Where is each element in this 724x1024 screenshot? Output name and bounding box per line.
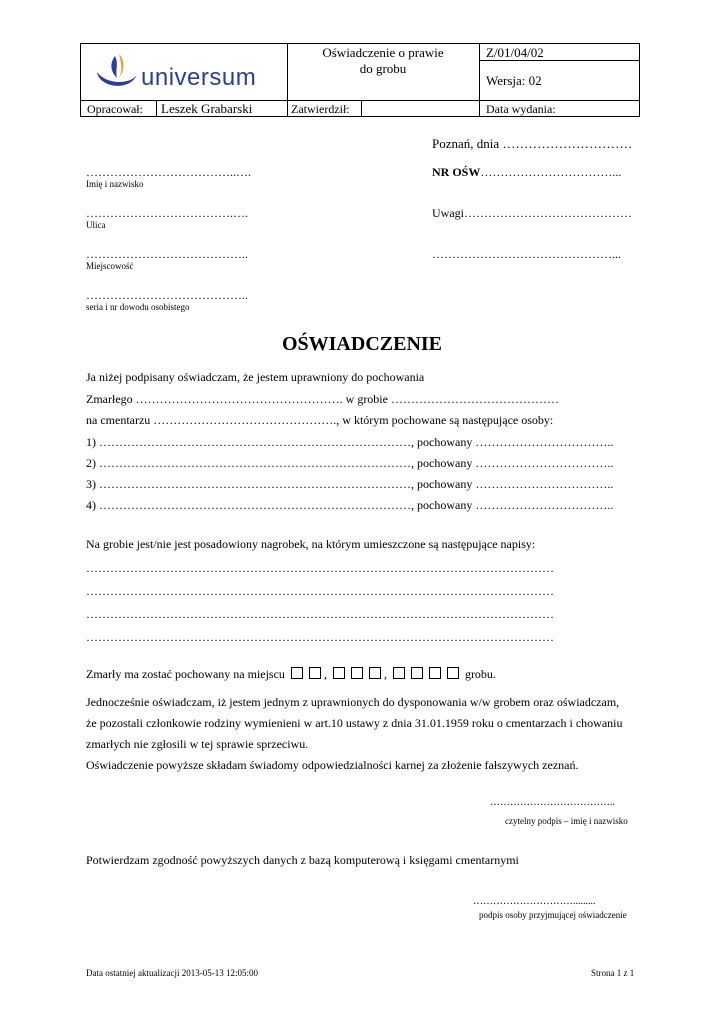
checkbox [369,667,381,679]
burial-place-prefix: Zmarły ma zostać pochowany na miejscu [86,667,285,681]
checkbox [309,667,321,679]
name-field: ………………………………..…. [86,165,251,179]
prepared-by: Leszek Grabarski [161,101,253,116]
city-label: Miejscowość [86,261,134,271]
checkbox [351,667,363,679]
remarks-field: Uwagi…………………………………… [432,206,632,220]
id-label: seria i nr dowodu osobistego [86,302,190,312]
document-title [287,45,479,77]
grave-row-boxes [288,667,324,681]
grave-number-boxes [390,667,462,681]
prepared-label: Opracował: [87,102,143,116]
last-update: Data ostatniej aktualizacji 2013-05-13 12:05:00 [86,968,258,978]
grave-field-boxes [330,667,384,681]
person-line-4: 4) ……………………………………………………………………, pochowany …………………………….. [86,498,614,512]
declaration-line-2: że pozostali członkowie rodziny wymienieni w art.10 ustawy z dnia 31.01.1959 roku o cmentarzach i chowaniu [86,716,623,730]
tombstone-text: Na grobie jest/nie jest posadowiony nagrobek, na którym umieszczone są następujące napisy: [86,537,536,551]
company-name: universum [141,64,257,91]
nr-osw-field [432,165,621,180]
person-line-1: 1) ……………………………………………………………………, pochowany …………………………….. [86,435,614,449]
id-field: ………………………………….. [86,288,248,302]
cemetery-line: na cmentarzu ………………………………………., w którym pochowane są następujące osoby: [86,413,554,427]
street-field: ……………………………….…. [86,206,248,220]
signature-label: czytelny podpis – imię i nazwisko [505,816,628,826]
document-title-line1: Oświadczenie o prawie [322,45,444,60]
issue-date-label: Data wydania: [486,102,556,116]
person-line-3: 3) ……………………………………………………………………, pochowany …………………………….. [86,477,614,491]
confirmation-text: Potwierdzam zgodność powyższych danych z bazą komputerową i księgami cmentarnymi [86,853,519,867]
person-line-2: 2) ……………………………………………………………………, pochowany …………………………….. [86,456,614,470]
clerk-signature-label: podpis osoby przyjmującej oświadczenie [479,910,627,920]
checkbox [429,667,441,679]
declaration-line-4: Oświadczenie powyższe składam świadomy odpowiedzialności karnej za złożenie fałszywych zeznań. [86,758,579,772]
inscription-line-2: ……………………………………………………………………………………………………… [86,584,554,598]
universum-logo-icon [93,50,143,96]
street-label: Ulica [86,220,106,230]
remarks-continued: ………………………………………... [432,247,621,261]
nr-osw-dots: ……………………………... [480,165,622,179]
inscription-line-3: ……………………………………………………………………………………………………… [86,607,554,621]
burial-place-line: Zmarły ma zostać pochowany na miejscu , , grobu. [86,667,496,681]
approved-label: Zatwierdził: [291,102,350,116]
burial-place-suffix: grobu. [464,667,496,681]
inscription-line-4: ……………………………………………………………………………………………………… [86,630,554,644]
inscription-line-1: ……………………………………………………………………………………………………… [86,561,554,575]
page-number: Strona 1 z 1 [591,968,635,978]
clerk-signature-field: …………………………......... [473,896,596,907]
intro-text: Ja niżej podpisany oświadczam, że jestem uprawniony do pochowania [86,370,425,384]
deceased-line: Zmarłego ……………………………………………. w grobie …………………………………… [86,392,559,406]
checkbox [447,667,459,679]
logo [93,50,283,98]
city-field: ………………………………….. [86,247,248,261]
signature-field: ……………………………….. [490,797,615,808]
checkbox [411,667,423,679]
declaration-line-3: zmarłych nie zgłosili w tej sprawie sprzeciwu. [86,737,309,751]
document-title-line2: do grobu [359,61,407,76]
nr-osw-label: NR OŚW [432,165,481,179]
checkbox [393,667,405,679]
checkbox [333,667,345,679]
document-code: Z/01/04/02 [486,45,544,60]
document-version: Wersja: 02 [486,73,542,88]
name-label: Imię i nazwisko [86,179,144,189]
declaration-title: OŚWIADCZENIE [281,333,443,355]
header-table [80,43,640,117]
place-date: Poznań, dnia ………………………… [432,136,633,151]
declaration-line-1: Jednocześnie oświadczam, iż jestem jednym z uprawnionych do dysponowania w/w grobem oraz oświadczam, [86,695,620,709]
checkbox [291,667,303,679]
